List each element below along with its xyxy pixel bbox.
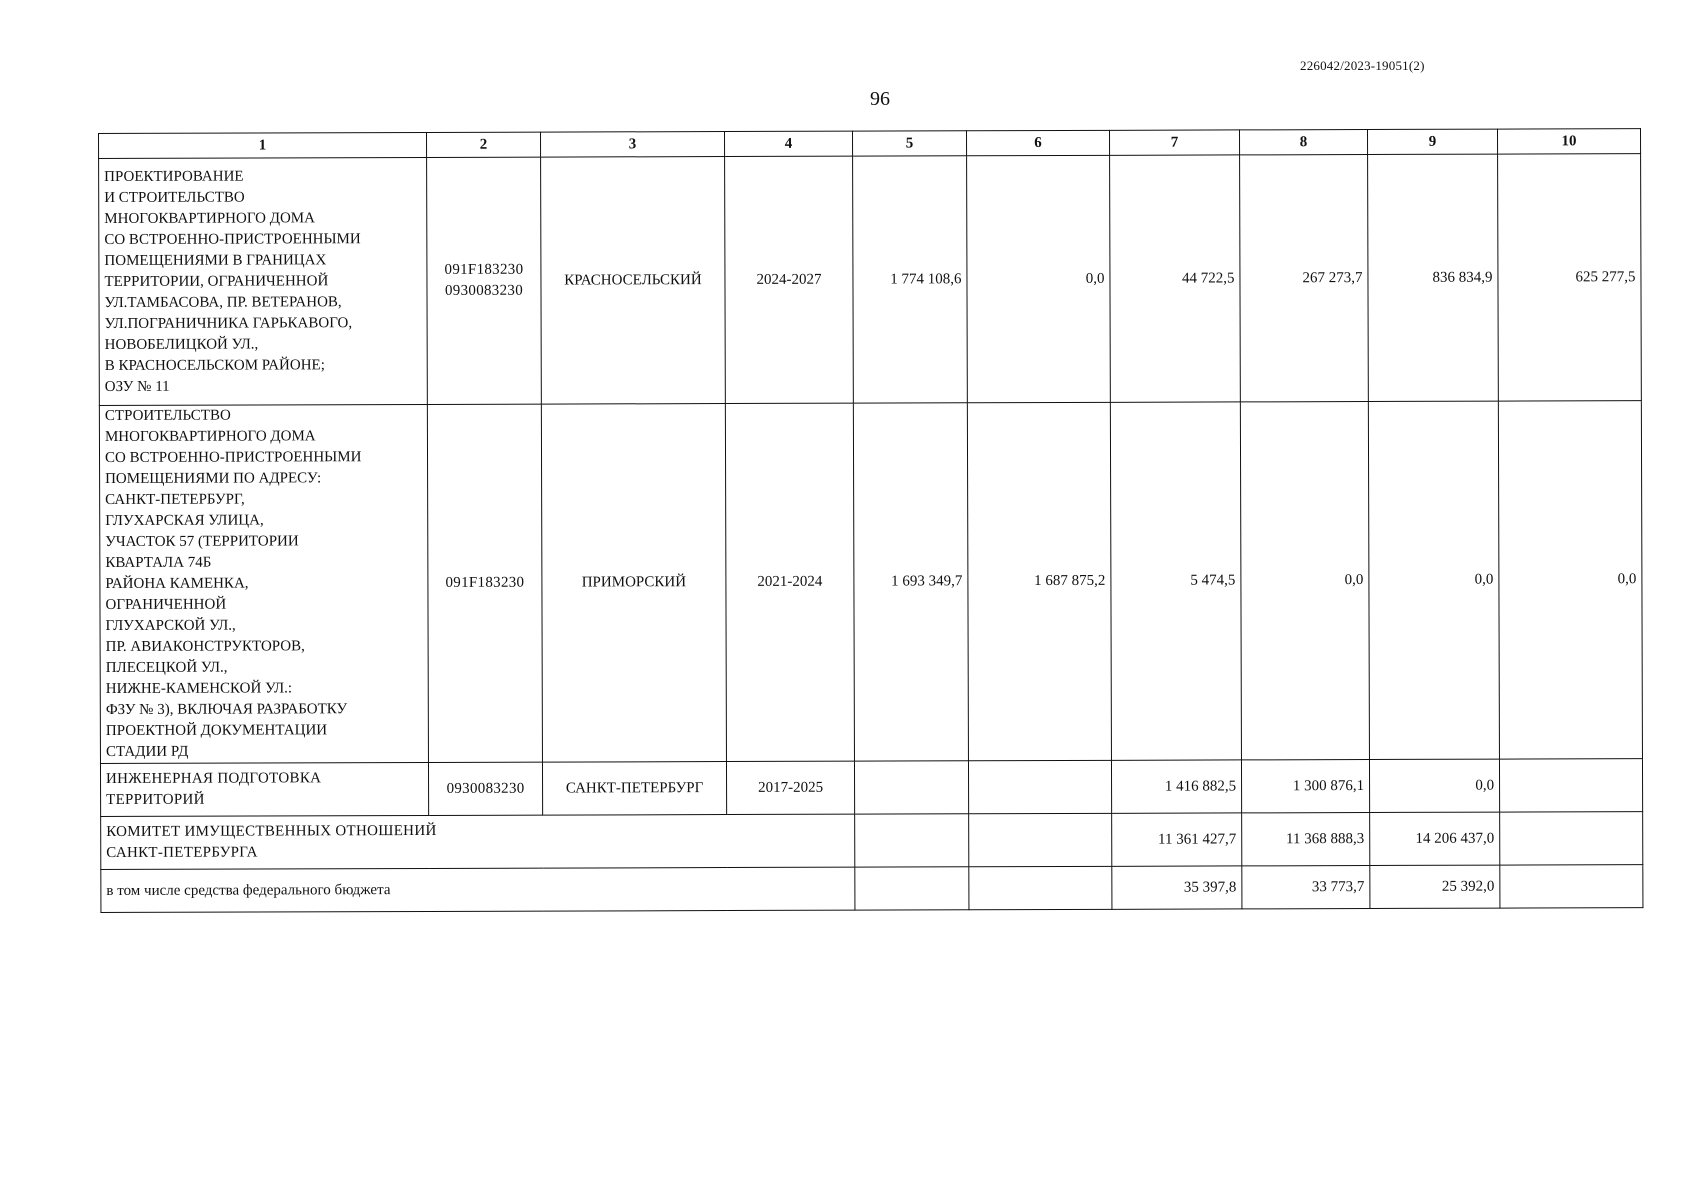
value-col-7: 5 474,5: [1110, 402, 1241, 760]
value-col-10: 625 277,5: [1498, 154, 1642, 401]
value-col-6: [968, 760, 1111, 813]
value-col-6: 1 687 875,2: [967, 402, 1111, 760]
page-number: 96: [870, 88, 890, 110]
value-col-9: 0,0: [1369, 759, 1499, 812]
value-col-8: 1 300 876,1: [1241, 760, 1369, 813]
header-cell: 1: [99, 132, 427, 158]
total-col-8: 11 368 888,3: [1242, 813, 1370, 866]
budget-code: 091F183230 0930083230: [427, 157, 542, 404]
budget-code: 091F183230: [427, 404, 542, 762]
district: САНКТ-ПЕТЕРБУРГ: [542, 762, 726, 816]
period: 2021-2024: [725, 403, 854, 761]
table-row: [99, 154, 1642, 406]
federal-row: [101, 865, 1643, 913]
total-col-7: 11 361 427,7: [1112, 813, 1242, 866]
total-col-9: 14 206 437,0: [1370, 812, 1500, 865]
district: ПРИМОРСКИЙ: [541, 404, 726, 763]
project-name: ИНЖЕНЕРНАЯ ПОДГОТОВКА ТЕРРИТОРИЙ: [100, 762, 428, 816]
value-col-7: 44 722,5: [1110, 155, 1241, 402]
header-cell: 3: [540, 132, 724, 158]
district: КРАСНОСЕЛЬСКИЙ: [541, 157, 726, 405]
total-cost: [854, 761, 968, 814]
empty-cell: [855, 867, 969, 910]
value-col-8: 267 273,7: [1240, 155, 1369, 402]
empty-cell: [1500, 865, 1643, 908]
project-name: ПРОЕКТИРОВАНИЕ И СТРОИТЕЛЬСТВО МНОГОКВАРТИРНОГО ДОМА СО ВСТРОЕННО-ПРИСТРОЕННЫМИ ПОМЕЩЕНИЯМИ В ГРАНИЦАХ ТЕРРИТОРИИ, ОГРАНИЧЕННОЙ УЛ.ТАМБАСОВА, ПР. ВЕТЕРАНОВ, УЛ.ПОГРАНИЧНИКА ГАРЬКАВОГО, НОВОБЕЛИЦКОЙ УЛ., В КРАСНОСЕЛЬСКОМ РАЙОНЕ; ОЗУ № 11: [99, 157, 428, 405]
budget-table: [98, 128, 1643, 913]
value-col-8: 0,0: [1240, 402, 1369, 760]
header-cell: 4: [724, 131, 852, 156]
federal-col-9: 25 392,0: [1370, 865, 1500, 908]
committee-total-label: КОМИТЕТ ИМУЩЕСТВЕННЫХ ОТНОШЕНИЙ САНКТ-ПЕТЕРБУРГА: [101, 814, 855, 869]
empty-cell: [969, 813, 1112, 866]
header-cell: 2: [426, 132, 540, 157]
period: 2017-2025: [726, 761, 854, 814]
empty-cell: [969, 866, 1112, 909]
total-row: [101, 812, 1643, 870]
budget-code: 0930083230: [428, 762, 542, 815]
value-col-9: 836 834,9: [1368, 154, 1499, 401]
value-col-6: 0,0: [967, 155, 1111, 402]
value-col-10: 0,0: [1498, 401, 1642, 759]
period: 2024-2027: [725, 156, 854, 403]
federal-col-8: 33 773,7: [1242, 866, 1370, 909]
document-id: 226042/2023-19051(2): [1300, 58, 1425, 73]
empty-cell: [1500, 812, 1643, 865]
value-col-7: 1 416 882,5: [1111, 760, 1241, 813]
header-cell: 10: [1497, 129, 1640, 154]
federal-funds-label: в том числе средства федерального бюджета: [101, 867, 855, 912]
table-row: [99, 401, 1642, 764]
header-cell: 6: [966, 130, 1109, 155]
header-cell: 9: [1367, 129, 1497, 154]
project-name: СТРОИТЕЛЬСТВО МНОГОКВАРТИРНОГО ДОМА СО ВСТРОЕННО-ПРИСТРОЕННЫМИ ПОМЕЩЕНИЯМИ ПО АДРЕСУ: САНКТ-ПЕТЕРБУРГ, ГЛУХАРСКАЯ УЛИЦА, УЧАСТОК 57 (ТЕРРИТОРИИ КВАРТАЛА 74Б РАЙОНА КАМЕНКА, ОГРАНИЧЕННОЙ ГЛУХАРСКОЙ УЛ., ПР. АВИАКОНСТРУКТОРОВ, ПЛЕСЕЦКОЙ УЛ., НИЖНЕ-КАМЕНСКОЙ УЛ.: ФЗУ № 3), ВКЛЮЧАЯ РАЗРАБОТКУ ПРОЕКТНОЙ ДОКУМЕНТАЦИИ СТАДИИ РД: [99, 404, 428, 763]
value-col-9: 0,0: [1368, 401, 1499, 759]
total-cost: 1 774 108,6: [853, 156, 968, 403]
header-cell: 7: [1109, 130, 1239, 155]
total-cost: 1 693 349,7: [853, 403, 968, 761]
header-cell: 8: [1239, 130, 1367, 155]
federal-col-7: 35 397,8: [1112, 866, 1242, 909]
value-col-10: [1499, 759, 1642, 812]
table-row: [100, 759, 1642, 817]
header-cell: 5: [852, 131, 966, 156]
empty-cell: [855, 814, 969, 867]
